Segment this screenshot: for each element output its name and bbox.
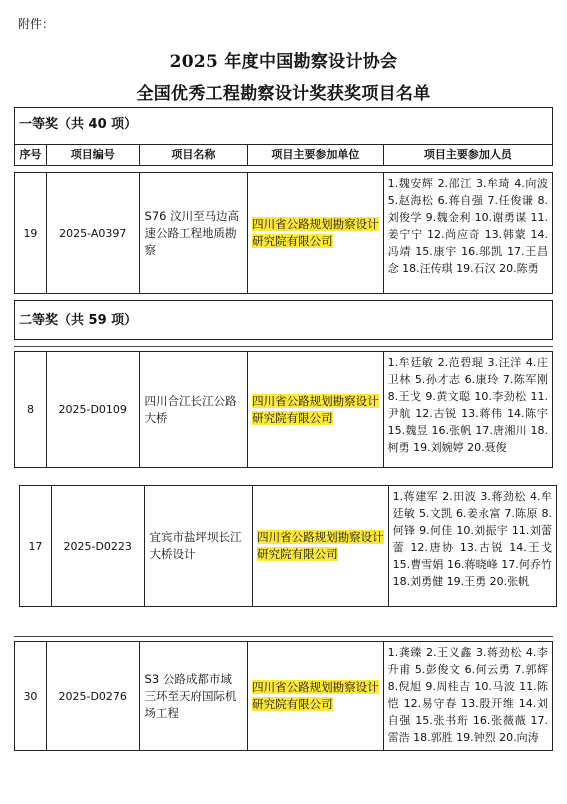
first-prize-label: 一等奖（共 40 项） [19, 117, 138, 132]
project-unit-highlight: 四川省公路规划勘察设计研究院有限公司 [252, 217, 379, 248]
project-code: 2025-D0276 [47, 642, 140, 750]
project-people [384, 352, 552, 467]
project-people-text: 1.魏安辉 2.邵江 3.牟琦 4.向波 5.赵海松 6.蒋自强 7.任俊谦 8.刘俊学 9.魏金利 10.谢勇谋 11.姜宁宁 12.尚应奇 13.韩蒙 14.冯靖 15.康宇 16.邬凯 17.王昌念 18.汪传琪 19.石汉 20.陈勇 [387, 177, 549, 275]
project-code: 2025-D0109 [47, 352, 140, 467]
project-code: 2025-A0397 [47, 173, 140, 293]
project-name [140, 642, 249, 750]
project-name-text: S76 汶川至马边高速公路工程地质勘察 [144, 208, 240, 257]
row-number: 19 [15, 173, 47, 293]
project-name-text: 四川合江长江公路大桥 [144, 393, 237, 425]
project-people-text: 1.蒋建军 2.田波 3.蒋劲松 4.牟廷敏 5.文凯 6.姜永富 7.陈原 8.何锋 9.何佳 10.刘振宇 11.刘蕾蕾 12.唐协 13.古锐 14.王戈 15.曹雪娟 16.蒋晓峰 17.何乔竹 18.刘勇健 19.王勇 20.张帆 [392, 490, 553, 588]
cropped-row-edge [14, 346, 553, 347]
row-number: 17 [20, 486, 52, 606]
project-name [140, 173, 249, 293]
second-prize-label: 二等奖（共 59 项） [19, 313, 138, 328]
column-header-unit: 项目主要参加单位 [248, 145, 384, 165]
project-unit [248, 352, 384, 467]
project-people [389, 486, 556, 606]
column-header-no: 序号 [15, 145, 47, 165]
project-name-text: S3 公路成都市域三环至天府国际机场工程 [144, 671, 237, 720]
table-row [19, 485, 557, 607]
project-name-text: 宜宾市盐坪坝长江大桥设计 [149, 530, 242, 561]
project-name [140, 352, 249, 467]
project-unit [253, 486, 389, 606]
cropped-row-edge [14, 636, 553, 637]
project-people-text: 1.牟廷敏 2.范碧琨 3.汪洋 4.庄卫林 5.孙才志 6.康玲 7.陈军刚 8.王戈 9.黄文聪 10.李劲松 11.尹航 12.古锐 13.蒋伟 14.陈宇 15.魏昱 16.张帆 17.唐湘川 18.柯勇 19.刘婉婷 20.聂俊 [387, 356, 549, 454]
column-header-code: 项目编号 [47, 145, 140, 165]
project-unit-highlight: 四川省公路规划勘察设计研究院有限公司 [252, 393, 379, 425]
project-people [384, 642, 552, 750]
table-row [14, 641, 553, 751]
project-name [145, 486, 254, 606]
row-number: 8 [15, 352, 47, 467]
row-number: 30 [15, 642, 47, 750]
project-unit-highlight: 四川省公路规划勘察设计研究院有限公司 [257, 530, 384, 561]
project-unit-highlight: 四川省公路规划勘察设计研究院有限公司 [252, 680, 379, 711]
document-title-line-1: 2025 年度中国勘察设计协会 [169, 52, 398, 72]
table-row [14, 351, 553, 468]
project-people [384, 173, 552, 293]
column-header-name: 项目名称 [140, 145, 249, 165]
project-code: 2025-D0223 [52, 486, 145, 606]
project-people-text: 1.龚臻 2.王义鑫 3.蒋劲松 4.李升甫 5.彭俊文 6.何云勇 7.郭辉 8.倪旭 9.周桂吉 10.马波 11.陈恺 12.易守春 13.殷开维 14.刘自强 15.张书珩 16.张薇薇 17.雷浩 18.郭胜 19.钟烈 20.向涛 [387, 646, 549, 744]
table-row [14, 172, 553, 294]
document-title-line-2: 全国优秀工程勘察设计奖获奖项目名单 [136, 84, 431, 104]
table-header [14, 144, 553, 166]
project-unit [248, 173, 384, 293]
column-header-people: 项目主要参加人员 [423, 148, 512, 161]
attachment-label: 附件： [18, 17, 55, 31]
project-unit [248, 642, 384, 750]
